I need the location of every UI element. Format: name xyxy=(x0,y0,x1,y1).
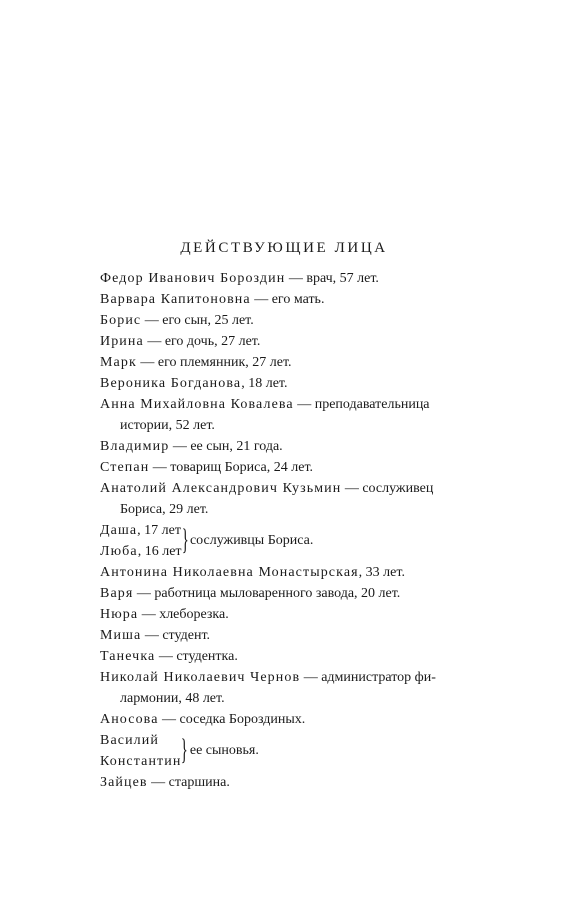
cast-entry xyxy=(100,352,520,373)
character-name: Степан xyxy=(100,460,150,475)
character-name: Николай Николаевич Чернов xyxy=(100,670,301,685)
character-name: Марк xyxy=(100,355,137,370)
cast-group-colleagues xyxy=(100,520,520,562)
character-name: Аносова xyxy=(100,712,159,727)
character-description: — его племянник, 27 лет. xyxy=(136,355,292,370)
cast-entry xyxy=(100,457,520,478)
character-name: Варя xyxy=(100,586,134,601)
cast-entry xyxy=(100,373,520,394)
character-name: Нюра xyxy=(100,607,139,622)
character-name: Василий xyxy=(100,733,159,748)
character-name: Константин xyxy=(100,754,182,769)
character-name: Анна Михайловна Ковалева xyxy=(100,397,294,412)
cast-group-names xyxy=(100,520,182,562)
character-description: , 16 лет xyxy=(137,544,182,559)
character-name: Федор Иванович Бороздин xyxy=(100,271,286,286)
page-heading: ДЕЙСТВУЮЩИЕ ЛИЦА xyxy=(180,240,388,256)
character-name: Владимир xyxy=(100,439,170,454)
character-description-continued: Бориса, 29 лет. xyxy=(120,502,209,517)
cast-group-description: ее сыновья. xyxy=(189,743,259,758)
character-description: , 33 лет. xyxy=(358,565,405,580)
character-description: — его сын, 25 лет. xyxy=(141,313,254,328)
cast-entry xyxy=(100,562,520,583)
character-name: Танечка xyxy=(100,649,156,664)
character-description: — старшина. xyxy=(147,775,230,790)
character-description: , 18 лет. xyxy=(241,376,288,391)
cast-entry xyxy=(100,331,520,352)
character-description: — его мать. xyxy=(250,292,325,307)
cast-entry xyxy=(100,289,520,310)
character-name: Ирина xyxy=(100,334,144,349)
cast-entry xyxy=(100,604,520,625)
character-description: — соседка Бороздиных. xyxy=(158,712,306,727)
character-description: — преподавательница xyxy=(293,397,430,412)
character-name: Варвара Капитоновна xyxy=(100,292,251,307)
character-description: — его дочь, 27 лет. xyxy=(143,334,261,349)
character-description-continued: лармонии, 48 лет. xyxy=(120,691,225,706)
character-name: Анатолий Александрович Кузьмин xyxy=(100,481,342,496)
cast-entry xyxy=(100,478,520,520)
character-name: Люба xyxy=(100,544,138,559)
cast-entry xyxy=(100,394,520,436)
character-description: — хлеборезка. xyxy=(138,607,229,622)
character-description: — врач, 57 лет. xyxy=(285,271,379,286)
character-description: — ее сын, 21 года. xyxy=(169,439,283,454)
character-name: Миша xyxy=(100,628,142,643)
character-name: Зайцев xyxy=(100,775,148,790)
cast-entry xyxy=(100,583,520,604)
character-description: , 17 лет xyxy=(137,523,181,538)
cast-group-names xyxy=(100,730,181,772)
character-description: — администратор фи- xyxy=(300,670,436,685)
character-name: Вероника Богданова xyxy=(100,376,242,391)
cast-entry xyxy=(100,709,520,730)
character-description: — товарищ Бориса, 24 лет. xyxy=(149,460,314,475)
cast-entry xyxy=(100,625,520,646)
cast-entry xyxy=(100,646,520,667)
brace-icon: } xyxy=(181,733,189,766)
character-description: — работница мыловаренного завода, 20 лет. xyxy=(133,586,401,601)
cast-group-description: сослуживцы Бориса. xyxy=(189,533,314,548)
brace-icon: } xyxy=(181,523,189,556)
cast-entry xyxy=(100,310,520,331)
character-description: — студентка. xyxy=(155,649,238,664)
cast-entry xyxy=(100,772,520,793)
character-name: Даша xyxy=(100,523,138,538)
character-description: — студент. xyxy=(141,628,211,643)
character-name: Антонина Николаевна Монастырская xyxy=(100,565,359,580)
cast-entry xyxy=(100,667,520,709)
character-name: Борис xyxy=(100,313,142,328)
cast-entry xyxy=(100,436,520,457)
cast-entry xyxy=(100,268,520,289)
character-description: — сослуживец xyxy=(341,481,434,496)
cast-group-sons xyxy=(100,730,520,772)
cast-list xyxy=(100,268,520,793)
character-description-continued: истории, 52 лет. xyxy=(120,418,215,433)
